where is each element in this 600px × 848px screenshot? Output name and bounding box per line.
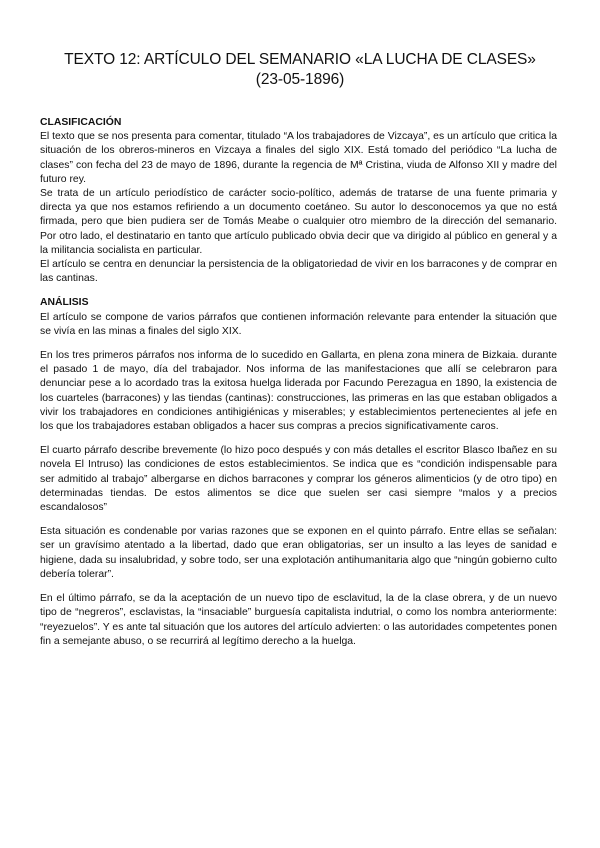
document-title: [40, 50, 560, 90]
heading-clasificacion: CLASIFICACIÓN: [40, 117, 122, 128]
paragraph: Se trata de un artículo periodístico de carácter socio-político, además de tratarse de una fuente primaria y directa ya que nos estamos refiriendo a un documento coetáneo. Su autor lo desconocemos ya que no está firmada, pero que bien pudiera ser de Tomás Meabe o cualquier otro miembro de la dirección del semanario. Por otro lado, el destinatario en tanto que artículo publicado obvia decir que va dirigido al público en general y a la militancia socialista en particular.: [40, 188, 557, 256]
paragraph: El cuarto párrafo describe brevemente (lo hizo poco después y con más detalles el escritor Blasco Ibañez en su novela El Intruso) las condiciones de estos establecimientos. Se indica que es “condición indispensable para ser admitido al trabajo” albergarse en dichos barracones y comprar los géneros alimenticios (y de otro tipo) en determinadas tiendas. De estos alimentos se dice que suelen ser casi siempre “malos y a precios escandalosos”: [40, 445, 557, 514]
paragraph: El artículo se compone de varios párrafos que contienen información relevante para entender la situación que se vivía en las minas a finales del siglo XIX.: [40, 311, 557, 337]
section-analisis: [40, 296, 557, 648]
paragraph: En los tres primeros párrafos nos informa de lo sucedido en Gallarta, en plena zona minera de Bizkaia. durante el pasado 1 de mayo, día del trabajador. Nos informa de las manifestaciones que allí se celebraron para denunciar pese a lo acordado tras la exitosa huelga liderada por Facundo Perezagua en 1890, la existencia de los cuarteles (barracones) y las tiendas (cantinas): construcciones, las primeras en las que estaban obligados a vivir los trabajadores en condiciones antihigiénicas y miserables; y establecimientos pertenecientes al jefe en los que los trabajadores estaban obligados a hacer sus compras a precios significativamente caros.: [40, 350, 557, 433]
paragraph: El artículo se centra en denunciar la persistencia de la obligatoriedad de vivir en los barracones y de comprar en las cantinas.: [40, 259, 557, 285]
paragraph: El texto que se nos presenta para comentar, titulado “A los trabajadores de Vizcaya”, es un artículo que critica la situación de los obreros-mineros en Vizcaya a finales del siglo XIX. Está tomado del periódico “La lucha de clases” con fecha del 23 de mayo de 1896, durante la regencia de Mª Cristina, viuda de Alfonso XII y madre del futuro rey.: [40, 131, 557, 185]
heading-analisis: ANÁLISIS: [40, 297, 89, 309]
document-body: [40, 116, 557, 649]
paragraph: Esta situación es condenable por varias razones que se exponen en el quinto párrafo. Entre ellas se señalan: ser un gravísimo atentado a la libertad, dado que eran obligatorias, ser un insulto a las leyes de sanidad e higiene, dada su insalubridad, y sobre todo, ser una explotación antihumanitaria algo que “ningún gobierno culto debería tolerar”.: [40, 526, 557, 580]
title-line-1: TEXTO 12: ARTÍCULO DEL SEMANARIO «LA LUCHA DE CLASES»: [64, 51, 536, 68]
title-date: (23-05-1896): [255, 71, 345, 88]
paragraph: En el último párrafo, se da la aceptación de un nuevo tipo de esclavitud, la de la clase obrera, y de un nuevo tipo de “negreros”, esclavistas, la “insaciable” burguesía capitalista indutrial, o como los nombra anteriormente: “reyezuelos”. Y es ante tal situación que los autores del artículo advierten: o las autoridades competentes ponen fin a semejante abuso, o se recurrirá al legítimo derecho a la huelga.: [40, 593, 557, 647]
section-clasificacion: [40, 116, 557, 286]
